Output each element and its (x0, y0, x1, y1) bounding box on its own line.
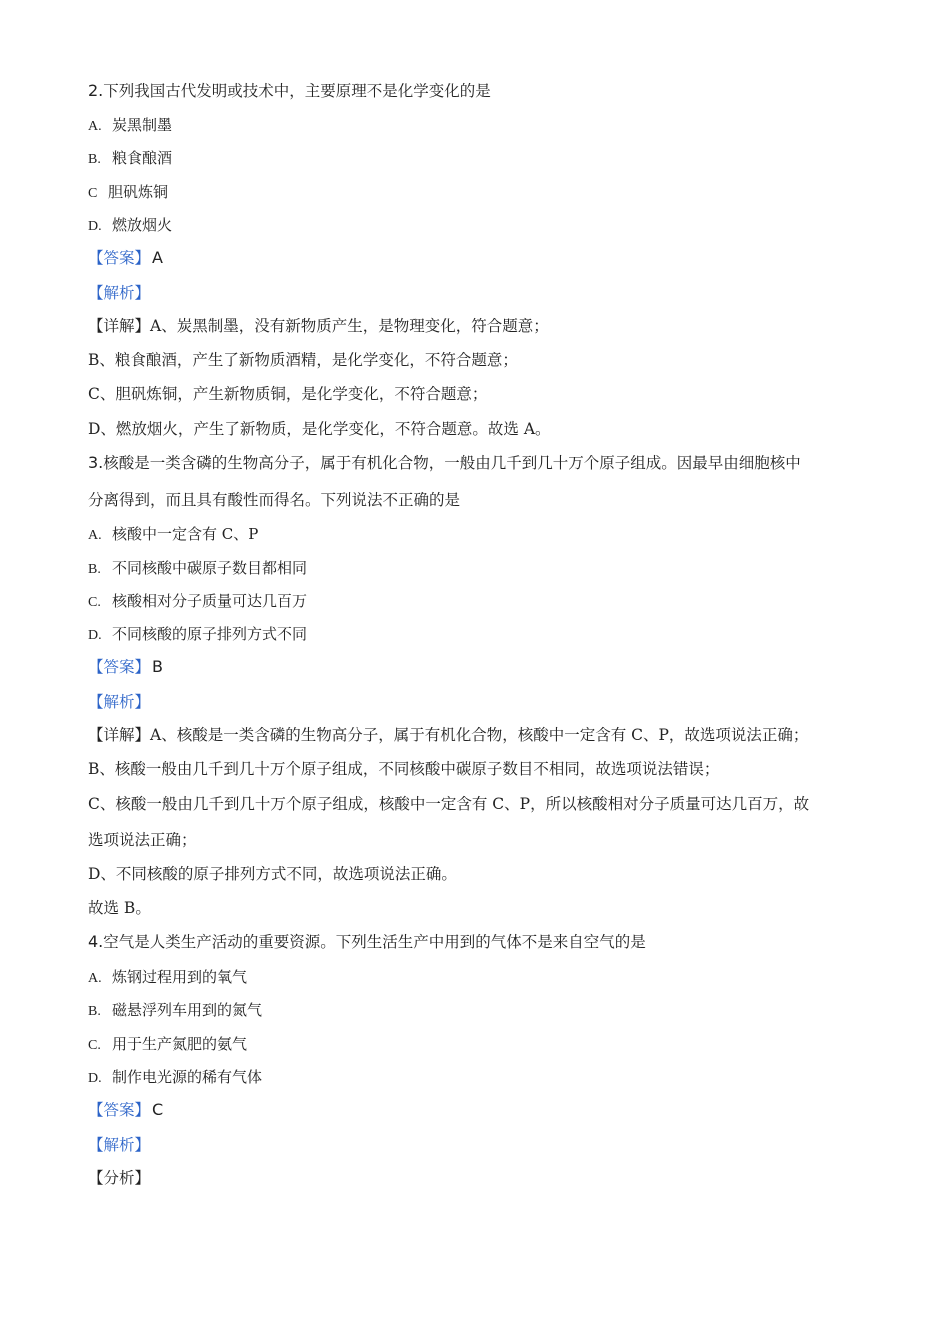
option-c (88, 182, 168, 204)
option-label: B. (88, 1004, 101, 1019)
answer-tag: 【答案】 (88, 249, 151, 267)
option-c (88, 591, 307, 613)
detail-line: C、核酸一般由几千到几十万个原子组成，核酸中一定含有 C、P，所以核酸相对分子质量可达几百万，故 (88, 795, 810, 813)
option-text: 用于生产氮肥的氨气 (112, 1035, 248, 1053)
analysis-tag: 【解析】 (88, 693, 151, 711)
detail-line: D、不同核酸的原子排列方式不同，故选项说法正确。 (88, 865, 457, 883)
detail-line: 故选 B。 (88, 899, 151, 917)
question-text: 核酸是一类含磷的生物高分子，属于有机化合物，一般由几千到几十万个原子组成。因最早由细胞核中 (103, 454, 801, 472)
detail-line: 【详解】A、炭黑制墨，没有新物质产生，是物理变化，符合题意； (88, 317, 549, 335)
detail-line: D、燃放烟火，产生了新物质，是化学变化，不符合题意。故选 A。 (88, 420, 551, 438)
option-b (88, 148, 172, 170)
question-text: 空气是人类生产活动的重要资源。下列生活生产中用到的气体不是来自空气的是 (103, 933, 646, 951)
option-d (88, 624, 307, 646)
question-number: 2. (88, 81, 104, 100)
option-text: 胆矾炼铜 (108, 183, 169, 201)
detail-line: 选项说法正确； (88, 831, 197, 849)
question-3-stem (88, 453, 801, 473)
option-label: C. (88, 1038, 101, 1053)
answer-line (88, 1100, 163, 1120)
option-d (88, 215, 172, 237)
option-text: 炭黑制墨 (112, 116, 173, 134)
answer-tag: 【答案】 (88, 1101, 151, 1119)
fenxi-tag: 【分析】 (88, 1169, 151, 1187)
answer-line (88, 657, 163, 677)
option-text: 不同核酸的原子排列方式不同 (112, 625, 308, 643)
analysis-line (88, 1135, 150, 1155)
analysis-line (88, 692, 150, 712)
detail-line: 【详解】A、核酸是一类含磷的生物高分子，属于有机化合物，核酸中一定含有 C、P，故选项说法正确； (88, 726, 809, 744)
analysis-tag: 【解析】 (88, 1136, 151, 1154)
option-label: D. (88, 219, 102, 234)
option-text: 磁悬浮列车用到的氮气 (112, 1001, 263, 1019)
question-2-stem (88, 81, 491, 101)
option-a (88, 524, 258, 546)
detail-line: C、胆矾炼铜，产生新物质铜，是化学变化，不符合题意； (88, 385, 488, 403)
option-d (88, 1067, 262, 1089)
answer-tag: 【答案】 (88, 658, 151, 676)
option-text: 核酸中一定含有 C、P (112, 525, 259, 543)
question-4-stem (88, 932, 646, 952)
answer-value: C (152, 1100, 164, 1119)
option-text: 炼钢过程用到的氧气 (112, 968, 248, 986)
analysis-line (88, 283, 150, 303)
option-text: 粮食酿酒 (112, 149, 173, 167)
answer-line (88, 248, 163, 268)
option-label: C (88, 186, 98, 201)
option-label: C. (88, 595, 101, 610)
option-label: A. (88, 528, 102, 543)
detail-line: B、粮食酿酒，产生了新物质酒精，是化学变化，不符合题意； (88, 351, 518, 369)
question-number: 3. (88, 453, 104, 472)
option-label: A. (88, 119, 102, 134)
question-text: 下列我国古代发明或技术中，主要原理不是化学变化的是 (103, 82, 491, 100)
question-number: 4. (88, 932, 104, 951)
analysis-tag: 【解析】 (88, 284, 151, 302)
fenxi-line (88, 1168, 150, 1188)
option-text: 制作电光源的稀有气体 (112, 1068, 263, 1086)
option-text: 核酸相对分子质量可达几百万 (112, 592, 308, 610)
detail-line: B、核酸一般由几千到几十万个原子组成，不同核酸中碳原子数目不相同，故选项说法错误； (88, 760, 720, 778)
question-3-stem-cont: 分离得到，而且具有酸性而得名。下列说法不正确的是 (88, 491, 461, 509)
option-label: D. (88, 1071, 102, 1086)
option-a (88, 967, 247, 989)
option-b (88, 558, 307, 580)
answer-value: B (152, 657, 163, 676)
option-text: 燃放烟火 (112, 216, 173, 234)
option-label: B. (88, 152, 101, 167)
option-label: A. (88, 971, 102, 986)
option-b (88, 1000, 262, 1022)
option-label: D. (88, 628, 102, 643)
answer-value: A (152, 248, 163, 267)
option-a (88, 115, 172, 137)
option-text: 不同核酸中碳原子数目都相同 (112, 559, 308, 577)
option-c (88, 1034, 247, 1056)
option-label: B. (88, 562, 101, 577)
